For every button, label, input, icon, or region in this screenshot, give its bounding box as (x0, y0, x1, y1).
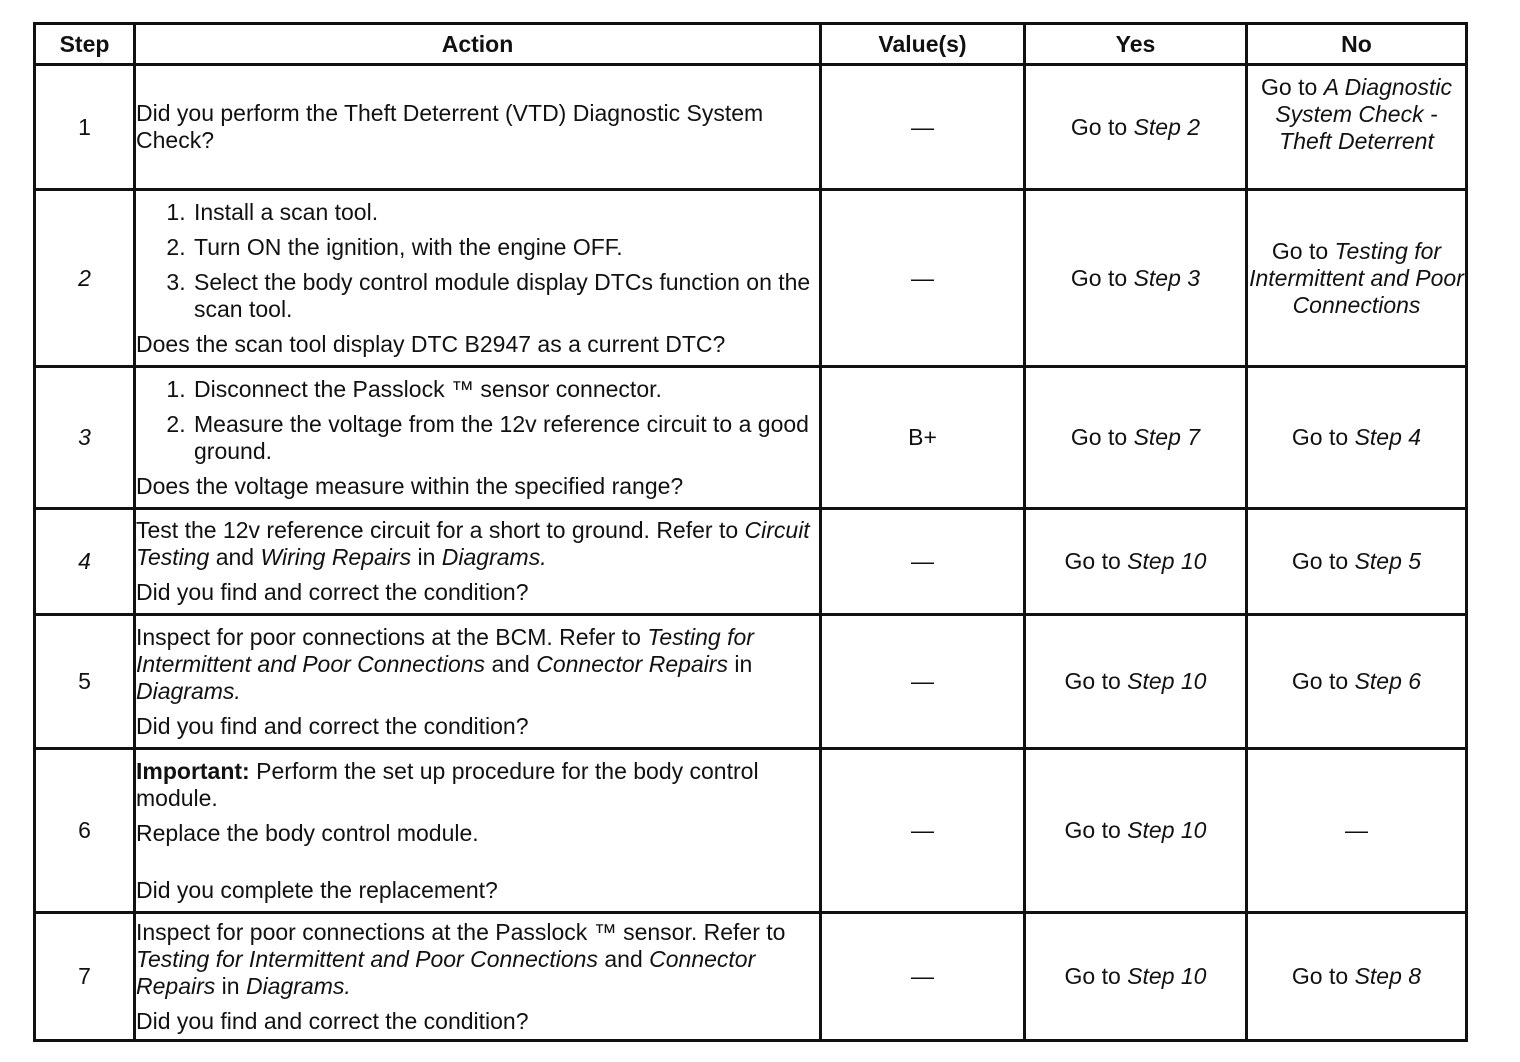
yes-cell[interactable] (1025, 509, 1247, 615)
goto-prefix: Go to (1064, 668, 1121, 694)
yes-cell[interactable] (1025, 615, 1247, 749)
action-text: Inspect for poor connections at the Passlock ™ sensor. Refer to Testing for Intermittent and Poor Connections and Connector Repairs in Diagrams. (136, 918, 786, 999)
goto-link[interactable]: Step 4 (1354, 424, 1422, 450)
step-number: 1 (35, 65, 135, 190)
action-text: Test the 12v reference circuit for a short to ground. Refer to Circuit Testing and Wiring Repairs in Diagrams. (136, 517, 810, 570)
goto-prefix: Go to (1291, 668, 1349, 694)
procedure-list (136, 199, 819, 323)
goto-prefix: Go to (1291, 548, 1349, 574)
table-row-step-7 (35, 913, 1467, 1041)
no-cell: — (1247, 749, 1467, 913)
goto-prefix: Go to (1070, 113, 1128, 140)
no-cell[interactable] (1247, 367, 1467, 509)
goto-link[interactable]: Testing for Intermittent and Poor Connections (1249, 237, 1464, 318)
procedure-list (136, 376, 819, 465)
no-cell[interactable] (1247, 615, 1467, 749)
reference-link[interactable]: Circuit Testing (136, 517, 810, 570)
step-number: 7 (35, 913, 135, 1041)
reference-link[interactable]: Diagrams (136, 677, 235, 704)
yes-cell[interactable] (1025, 749, 1247, 913)
step-number: 5 (35, 615, 135, 749)
yes-cell[interactable] (1025, 65, 1247, 190)
action-text: Replace the body control module. (136, 819, 479, 846)
goto-link[interactable]: Step 3 (1133, 264, 1201, 291)
table-row-step-6 (35, 749, 1467, 913)
yes-cell[interactable] (1025, 367, 1247, 509)
action-cell (135, 65, 821, 190)
procedure-item: 2. Turn ON the ignition, with the engine OFF. (192, 234, 819, 261)
value-cell: B+ (821, 367, 1025, 509)
action-cell (135, 190, 821, 367)
goto-prefix: Go to (1291, 963, 1349, 989)
reference-link[interactable]: Wiring Repairs (260, 544, 412, 570)
table-row-step-4 (35, 509, 1467, 615)
action-cell (135, 509, 821, 615)
reference-link[interactable]: Connector Repairs (536, 650, 728, 677)
important-note (136, 758, 819, 812)
step-number: 4 (35, 509, 135, 615)
table-row-step-1 (35, 65, 1467, 190)
goto-prefix: Go to (1070, 424, 1128, 450)
important-label: Important: (136, 757, 250, 784)
reference-link[interactable]: Diagrams (441, 544, 541, 570)
goto-link[interactable]: Step 2 (1133, 113, 1201, 140)
goto-prefix: Go to (1070, 264, 1128, 291)
action-question: Did you complete the replacement? (136, 876, 498, 903)
value-cell: — (821, 509, 1025, 615)
procedure-item: 2. Measure the voltage from the 12v reference circuit to a good ground. (192, 411, 819, 465)
goto-prefix: Go to (1064, 817, 1121, 843)
goto-link[interactable]: A Diagnostic System Check - Theft Deterrent (1275, 74, 1452, 154)
header-yes: Yes (1025, 24, 1247, 65)
goto-link[interactable]: Step 8 (1354, 963, 1422, 989)
goto-prefix: Go to (1261, 74, 1318, 100)
yes-cell[interactable] (1025, 190, 1247, 367)
header-values: Value(s) (821, 24, 1025, 65)
no-cell[interactable] (1247, 913, 1467, 1041)
action-question: Does the scan tool display DTC B2947 as a current DTC? (136, 330, 726, 357)
action-question: Does the voltage measure within the specified range? (136, 472, 684, 499)
step-number: 6 (35, 749, 135, 913)
procedure-item: 1. Install a scan tool. (192, 199, 819, 226)
reference-link[interactable]: Connector Repairs (136, 945, 756, 999)
action-cell (135, 615, 821, 749)
yes-cell[interactable] (1025, 913, 1247, 1041)
header-step: Step (35, 24, 135, 65)
header-action: Action (135, 24, 821, 65)
goto-prefix: Go to (1271, 237, 1329, 264)
reference-link[interactable]: Testing for Intermittent and Poor Connections (136, 945, 598, 972)
header-row (35, 24, 1467, 65)
goto-link[interactable]: Step 10 (1127, 548, 1207, 574)
action-cell (135, 913, 821, 1041)
table-row-step-3 (35, 367, 1467, 509)
reference-link[interactable]: Diagrams (245, 972, 345, 999)
table-row-step-5 (35, 615, 1467, 749)
action-cell (135, 749, 821, 913)
goto-link[interactable]: Step 6 (1354, 668, 1422, 694)
goto-link[interactable]: Step 10 (1127, 668, 1207, 694)
goto-prefix: Go to (1064, 548, 1121, 574)
goto-link[interactable]: Step 5 (1354, 548, 1422, 574)
procedure-item: 1. Disconnect the Passlock ™ sensor connector. (192, 376, 819, 403)
value-cell: — (821, 615, 1025, 749)
value-cell: — (821, 913, 1025, 1041)
step-number: 3 (35, 367, 135, 509)
header-no: No (1247, 24, 1467, 65)
reference-link[interactable]: Testing for Intermittent and Poor Connections (136, 623, 754, 677)
no-cell[interactable] (1247, 190, 1467, 367)
no-cell[interactable] (1247, 65, 1467, 190)
action-text: Did you perform the Theft Deterrent (VTD) Diagnostic System Check? (136, 100, 764, 153)
goto-prefix: Go to (1291, 424, 1349, 450)
goto-prefix: Go to (1064, 963, 1121, 989)
action-cell (135, 367, 821, 509)
goto-link[interactable]: Step 10 (1127, 817, 1207, 843)
important-text: Perform the set up procedure for the body control module. (136, 757, 759, 811)
value-cell: — (821, 65, 1025, 190)
action-text: Inspect for poor connections at the BCM. Refer to Testing for Intermittent and Poor Connections and Connector Repairs in Diagrams. (136, 623, 754, 704)
diagnostic-table (33, 22, 1468, 1042)
goto-link[interactable]: Step 7 (1133, 424, 1201, 450)
action-question: Did you find and correct the condition? (136, 579, 529, 605)
goto-link[interactable]: Step 10 (1127, 963, 1207, 989)
procedure-item: 3. Select the body control module display DTCs function on the scan tool. (192, 269, 819, 323)
value-cell: — (821, 749, 1025, 913)
action-question: Did you find and correct the condition? (136, 1007, 529, 1034)
step-number: 2 (35, 190, 135, 367)
action-question: Did you find and correct the condition? (136, 712, 529, 739)
no-cell[interactable] (1247, 509, 1467, 615)
table-row-step-2 (35, 190, 1467, 367)
value-cell: — (821, 190, 1025, 367)
